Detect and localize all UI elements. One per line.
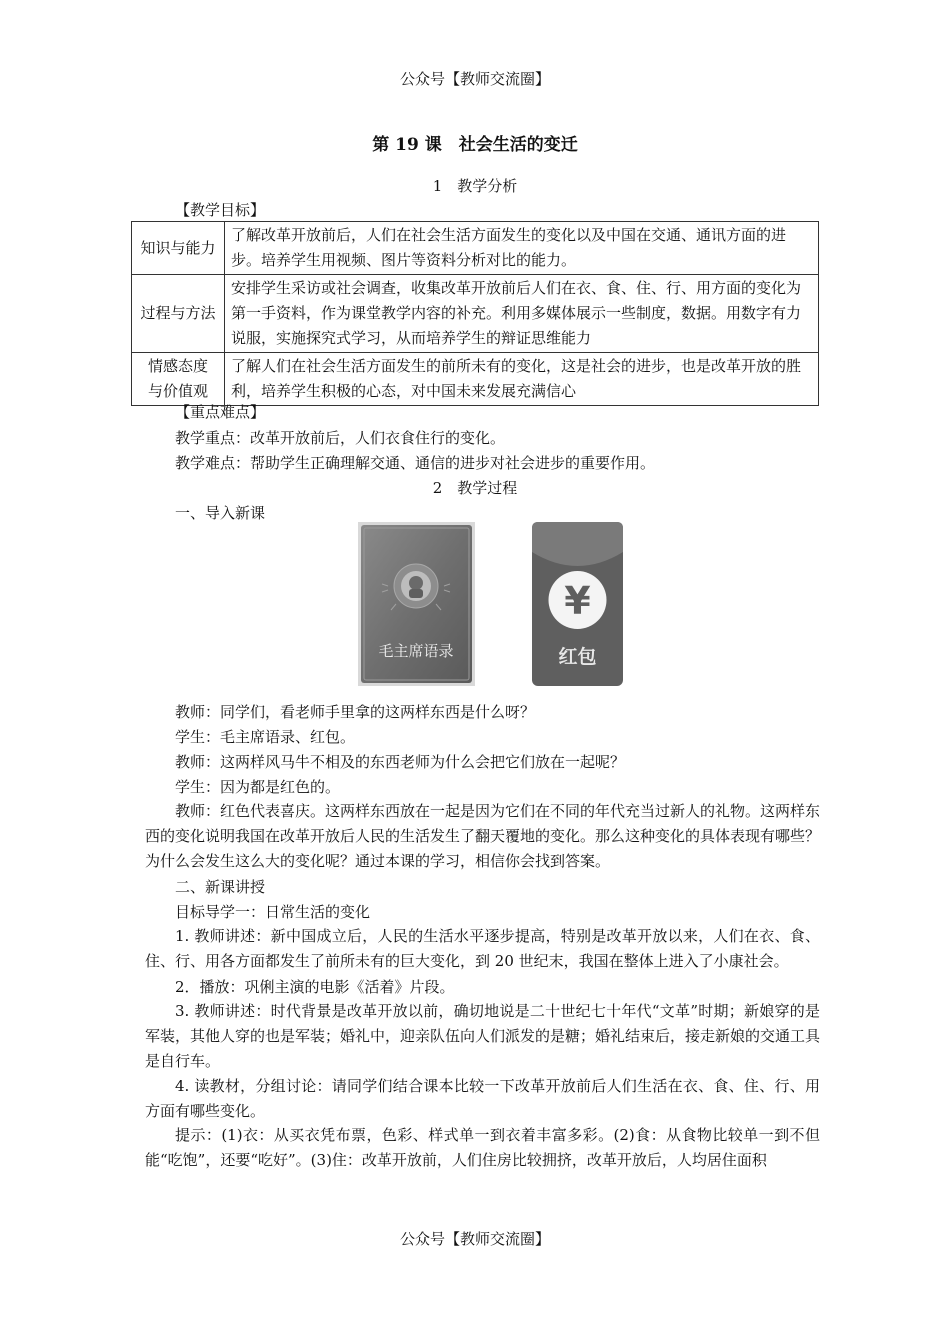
goal-key [132, 353, 225, 406]
intro-heading: 一、导入新课 [175, 504, 266, 522]
yuan-symbol: ¥ [564, 579, 591, 623]
goal-key-line: 与价值观 [147, 382, 208, 400]
goal-row [132, 353, 819, 406]
key-point-text: 教学重点：改革开放前后，人们衣食住行的变化。 [175, 429, 506, 447]
goals-table [131, 221, 819, 406]
envelope-label: 红包 [558, 646, 597, 668]
goal-row [132, 222, 819, 275]
goal-key: 过程与方法 [132, 275, 225, 353]
difficulty-text: 教学难点：帮助学生正确理解交通、通信的进步对社会进步的重要作用。 [175, 454, 656, 472]
goal-text: 了解改革开放前后，人们在社会生活方面发生的变化以及中国在交通、通讯方面的进步。培养学生用视频、图片等资料分析对比的能力。 [225, 222, 819, 275]
lesson-title: 第 19 课 社会生活的变迁 [372, 135, 578, 155]
lesson-item: 2．播放：巩俐主演的电影《活着》片段。 [175, 978, 455, 996]
page-footer: 公众号【教师交流圈】 [399, 1230, 550, 1248]
lesson-item: 1. 教师讲述：新中国成立后，人民的生活水平逐步提高，特别是改革开放以来，人们在衣、食、住、行、用各方面都发生了前所未有的巨大变化，到 20 世纪末，我国在整体上进入了小康社会。 [145, 927, 820, 970]
new-lesson-heading: 二、新课讲授 [175, 878, 266, 896]
yuan-coin-icon [549, 571, 607, 629]
goals-label: 【教学目标】 [175, 201, 266, 219]
goal-text: 安排学生采访或社会调查，收集改革开放前后人们在衣、食、住、行、用方面的变化为第一手资料，作为课堂教学内容的补充。利用多媒体展示一些制度，数据。用数字有力说服，实施探究式学习，从而培养学生的辩证思维能力 [225, 275, 819, 353]
key-points-label: 【重点难点】 [175, 403, 266, 421]
book-title-text: 毛主席语录 [378, 642, 454, 660]
lesson-item: 4. 读教材，分组讨论：请同学们结合课本比较一下改革开放前后人们生活在衣、食、住、行、用方面有哪些变化。 [145, 1077, 820, 1120]
dialog-line: 学生：毛主席语录、红包。 [175, 728, 356, 746]
dialog-line: 教师：同学们，看老师手里拿的这两样东西是什么呀？ [175, 703, 536, 721]
target-heading: 目标导学一：日常生活的变化 [175, 903, 371, 921]
teacher-paragraph: 教师：红色代表喜庆。这两样东西放在一起是因为它们在不同的年代充当过新人的礼物。这两样东西的变化说明我国在改革开放后人民的生活发生了翻天覆地的变化。那么这种变化的具体表现有哪些？为什么会发生这么大的变化呢？通过本课的学习，相信你会找到答案。 [145, 802, 821, 870]
goal-key-line: 情感态度 [147, 357, 208, 375]
goal-key: 知识与能力 [132, 222, 225, 275]
lesson-item: 3. 教师讲述：时代背景是改革开放以前，确切地说是二十世纪七十年代“文革”时期；新娘穿的是军装，其他人穿的也是军装；婚礼中，迎亲队伍向人们派发的是糖；婚礼结束后，接走新娘的交通工具是自行车。 [145, 1002, 821, 1070]
dialog-line: 教师：这两样风马牛不相及的东西老师为什么会把它们放在一起呢？ [175, 753, 626, 771]
quotations-book-image [358, 522, 475, 686]
dialog-line: 学生：因为都是红色的。 [175, 778, 341, 796]
section-heading-analysis: 1 教学分析 [432, 177, 518, 195]
lesson-item: 提示：(1)衣：从买衣凭布票，色彩、样式单一到衣着丰富多彩。(2)食：从食物比较单一到不但能“吃饱”，还要“吃好”。(3)住：改革开放前，人们住房比较拥挤，改革开放后，人均居住面积 [145, 1126, 820, 1169]
goal-text: 了解人们在社会生活方面发生的前所未有的变化，这是社会的进步，也是改革开放的胜利，培养学生积极的心态，对中国未来发展充满信心 [225, 353, 819, 406]
page-header: 公众号【教师交流圈】 [399, 70, 550, 88]
red-envelope-image [532, 522, 623, 686]
goal-row [132, 275, 819, 353]
section-heading-process: 2 教学过程 [432, 479, 518, 497]
